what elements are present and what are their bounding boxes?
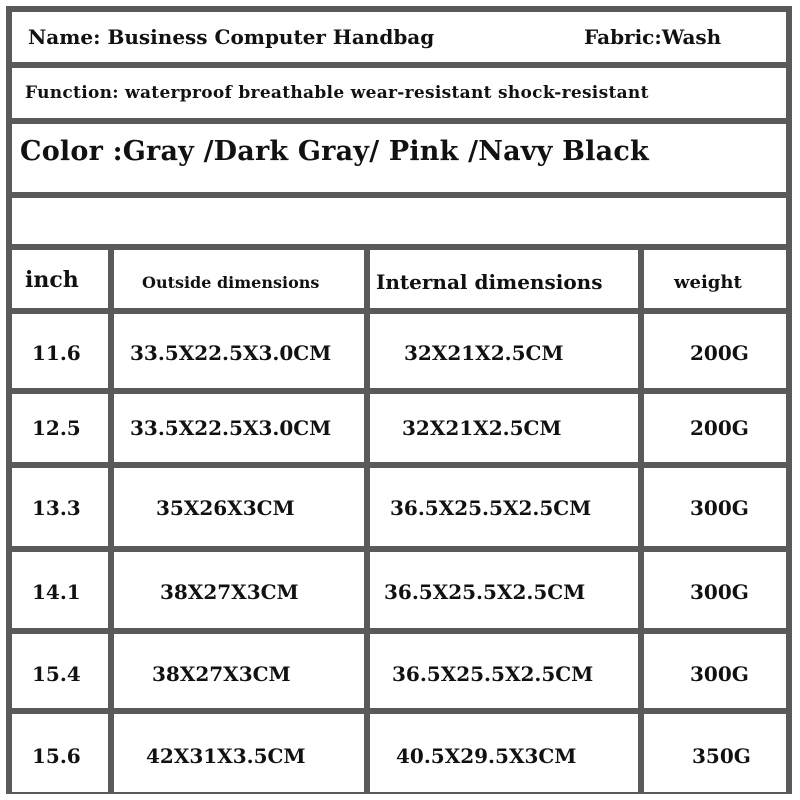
table-cell (370, 714, 638, 792)
weight-value: 300G (690, 662, 749, 686)
internal-value: 36.5X25.5X2.5CM (390, 496, 592, 520)
table-cell (370, 634, 638, 708)
table-cell (114, 468, 364, 546)
spacer-row (12, 198, 786, 244)
table-cell (114, 634, 364, 708)
table-cell (12, 552, 108, 628)
outside-value: 33.5X22.5X3.0CM (130, 416, 332, 440)
table-cell (644, 468, 786, 546)
function-row (12, 68, 786, 118)
internal-value: 32X21X2.5CM (404, 341, 564, 365)
table-cell (370, 468, 638, 546)
table-cell (114, 394, 364, 462)
function-text: Function: waterproof breathable wear-resistant shock-resistant (25, 83, 649, 103)
table-cell (370, 394, 638, 462)
table-cell (644, 394, 786, 462)
inch-value: 15.4 (32, 662, 81, 686)
product-name: Name: Business Computer Handbag (28, 25, 435, 49)
outside-value: 35X26X3CM (156, 496, 295, 520)
internal-value: 36.5X25.5X2.5CM (384, 580, 586, 604)
inch-value: 12.5 (32, 416, 81, 440)
table-cell (644, 314, 786, 388)
header-inch-label: inch (25, 267, 79, 293)
header-inch (12, 250, 108, 308)
header-weight-label: weight (674, 272, 742, 293)
table-cell (12, 394, 108, 462)
table-cell (12, 714, 108, 792)
header-weight (644, 250, 786, 308)
inch-value: 14.1 (32, 580, 81, 604)
name-fabric-row (12, 12, 786, 62)
table-cell (644, 714, 786, 792)
internal-value: 36.5X25.5X2.5CM (392, 662, 594, 686)
spec-sheet (6, 6, 792, 794)
table-cell (370, 552, 638, 628)
table-cell (644, 552, 786, 628)
table-cell (12, 468, 108, 546)
table-cell (114, 314, 364, 388)
table-cell (114, 552, 364, 628)
weight-value: 350G (692, 744, 751, 768)
table-cell (644, 634, 786, 708)
outside-value: 38X27X3CM (152, 662, 291, 686)
color-text: Color :Gray /Dark Gray/ Pink /Navy Black (20, 136, 649, 167)
fabric-label: Fabric:Wash (584, 25, 722, 49)
outside-value: 42X31X3.5CM (146, 744, 306, 768)
weight-value: 300G (690, 580, 749, 604)
header-outside (114, 250, 364, 308)
weight-value: 200G (690, 416, 749, 440)
table-cell (12, 314, 108, 388)
header-internal-label: Internal dimensions (376, 270, 603, 294)
table-cell (370, 314, 638, 388)
internal-value: 40.5X29.5X3CM (396, 744, 577, 768)
table-cell (114, 714, 364, 792)
weight-value: 300G (690, 496, 749, 520)
internal-value: 32X21X2.5CM (402, 416, 562, 440)
weight-value: 200G (690, 341, 749, 365)
color-row (12, 124, 786, 192)
table-cell (12, 634, 108, 708)
outside-value: 33.5X22.5X3.0CM (130, 341, 332, 365)
inch-value: 13.3 (32, 496, 81, 520)
inch-value: 15.6 (32, 744, 81, 768)
header-internal (370, 250, 638, 308)
header-outside-label: Outside dimensions (142, 273, 320, 292)
outside-value: 38X27X3CM (160, 580, 299, 604)
inch-value: 11.6 (32, 341, 81, 365)
